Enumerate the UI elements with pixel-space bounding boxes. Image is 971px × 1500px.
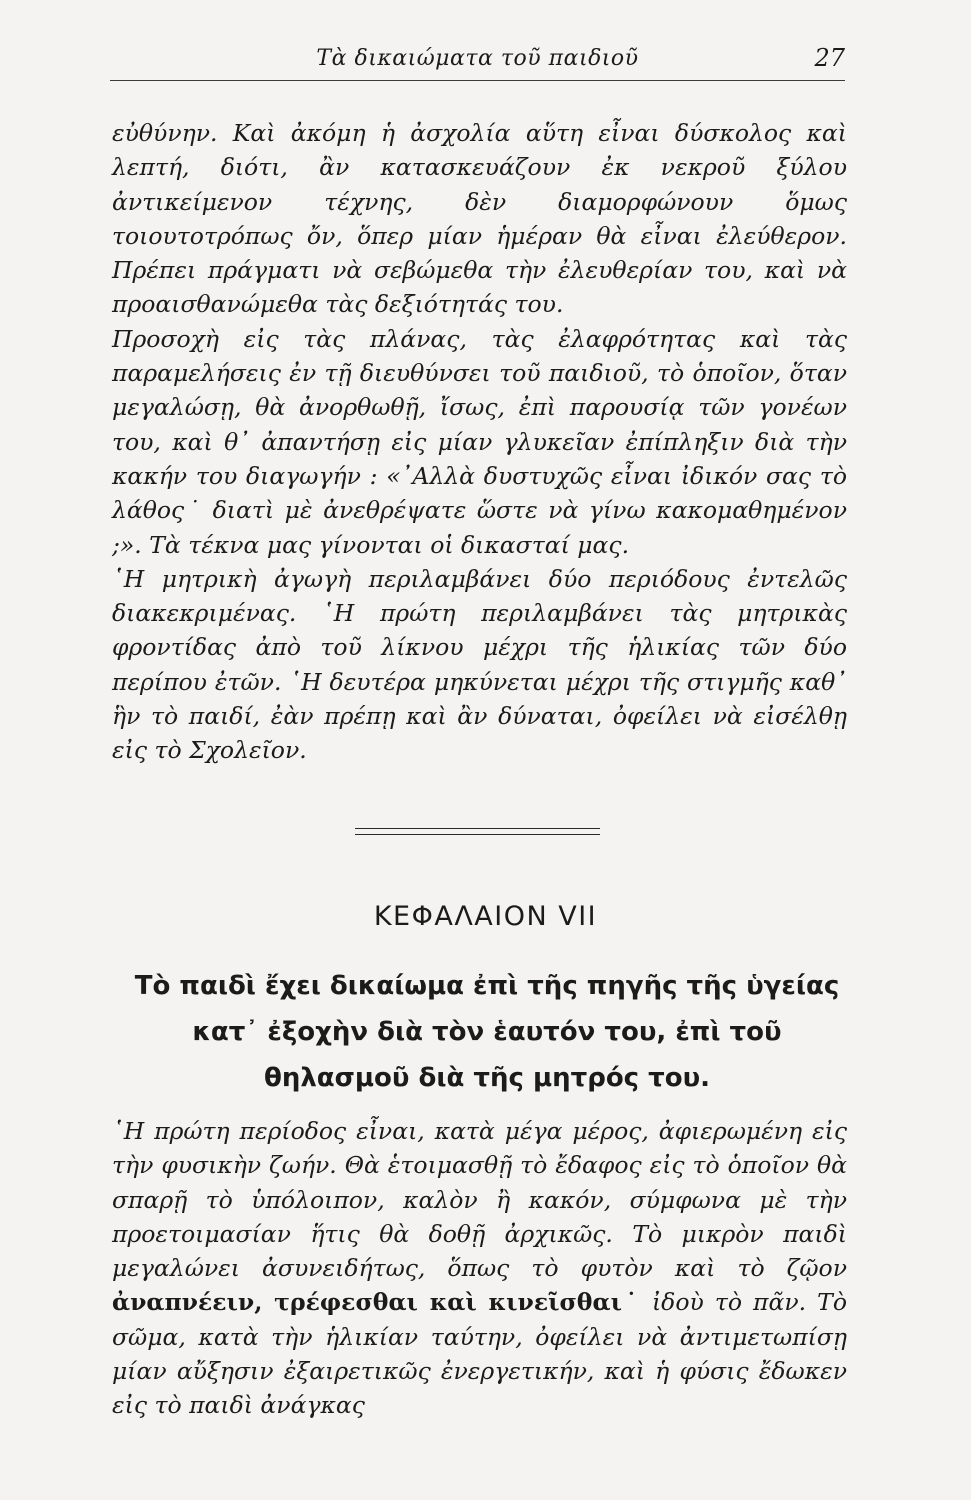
chapter-title: [112, 963, 862, 1101]
section-divider: [355, 834, 600, 835]
chapter-heading: ΚΕΦΑΛΑΙΟΝ VII: [373, 901, 598, 932]
paragraph: [112, 1114, 847, 1423]
chapter-title-line: κατ᾽ ἐξοχὴν διὰ τὸν ἑαυτόν του, ἐπὶ τοῦ: [192, 1017, 782, 1047]
text-block-top: [112, 116, 847, 768]
emphasis-phrase: ἀναπνέειν, τρέφεσθαι καὶ κινεῖσθαι˙: [112, 1288, 641, 1317]
paragraph-text: ἰδοὺ τὸ πᾶν. Τὸ σῶμα, κατὰ τὴν ἡλικίαν ταύτην, ὀφείλει νὰ ἀντιμετωπίσῃ μίαν αὔξησιν ἐξαιρετικῶς ἐνεργετικήν, καὶ ἡ φύσις ἔδωκεν εἰς τὸ παιδὶ ἀνάγκας: [112, 1288, 847, 1420]
text-block-bottom: [112, 1114, 847, 1423]
paragraph: ῾Η μητρικὴ ἀγωγὴ περιλαμβάνει δύο περιόδους ἐντελῶς διακεκριμένας. ῾Η πρώτη περιλαμβάνει τὰς μητρικὰς φροντίδας ἀπὸ τοῦ λίκνου μέχρι τῆς ἡλικίας τῶν δύο περίπου ἐτῶν. ῾Η δευτέρα μηκύνεται μέχρι τῆς στιγμῆς καθ᾽ ἣν τὸ παιδί, ἐὰν πρέπῃ καὶ ἂν δύναται, ὀφείλει νὰ εἰσέλθῃ εἰς τὸ Σχολεῖον.: [112, 564, 847, 765]
running-head: [110, 40, 845, 81]
page-number: 27: [814, 44, 845, 72]
paragraph-text: ῾Η πρώτη περίοδος εἶναι, κατὰ μέγα μέρος, ἀφιερωμένη εἰς τὴν φυσικὴν ζωήν. Θὰ ἑτοιμασθῇ τὸ ἔδαφος εἰς τὸ ὁποῖον θὰ σπαρῇ τὸ ὑπόλοιπον, καλὸν ἢ κακόν, σύμφωνα μὲ τὴν προετοιμασίαν ἥτις θὰ δοθῇ ἀρχικῶς. Τὸ μικρὸν παιδὶ μεγαλώνει ἀσυνειδήτως, ὅπως τὸ φυτὸν καὶ τὸ ζῷον: [112, 1117, 847, 1283]
paragraph: Προσοχὴ εἰς τὰς πλάνας, τὰς ἐλαφρότητας καὶ τὰς παραμελήσεις ἐν τῇ διευθύνσει τοῦ παιδιοῦ, τὸ ὁποῖον, ὅταν μεγαλώσῃ, θὰ ἀνορθωθῇ, ἴσως, ἐπὶ παρουσίᾳ τῶν γονέων του, καὶ θ᾽ ἀπαντήσῃ εἰς μίαν γλυκεῖαν ἐπίπληξιν διὰ τὴν κακήν του διαγωγήν : «᾽Αλλὰ δυστυχῶς εἶναι ἰδικόν σας τὸ λάθος˙ διατὶ μὲ ἀνεθρέψατε ὥστε νὰ γίνω κακομαθημένον ;». Τὰ τέκνα μας γίνονται οἱ δικασταί μας.: [112, 324, 847, 559]
running-title: Τὰ δικαιώματα τοῦ παιδιοῦ: [316, 46, 639, 71]
chapter-title-line: Τὸ παιδὶ ἔχει δικαίωμα ἐπὶ τῆς πηγῆς τῆς ὑγείας: [134, 971, 840, 1001]
chapter-title-line: θηλασμοῦ διὰ τῆς μητρός του.: [263, 1063, 711, 1093]
section-divider: [355, 828, 600, 829]
paragraph: εὐθύνην. Καὶ ἀκόμη ἡ ἀσχολία αὕτη εἶναι δύσκολος καὶ λεπτή, διότι, ἂν κατασκευάζουν ἐκ νεκροῦ ξύλου ἀντικείμενον τέχνης, δὲν διαμορφώνουν ὅμως τοιουτοτρόπως ὄν, ὅπερ μίαν ἡμέραν θὰ εἶναι ἐλεύθερον. Πρέπει πράγματι νὰ σεβώμεθα τὴν ἐλευθερίαν του, καὶ νὰ προαισθανώμεθα τὰς δεξιότητάς του.: [112, 119, 847, 319]
